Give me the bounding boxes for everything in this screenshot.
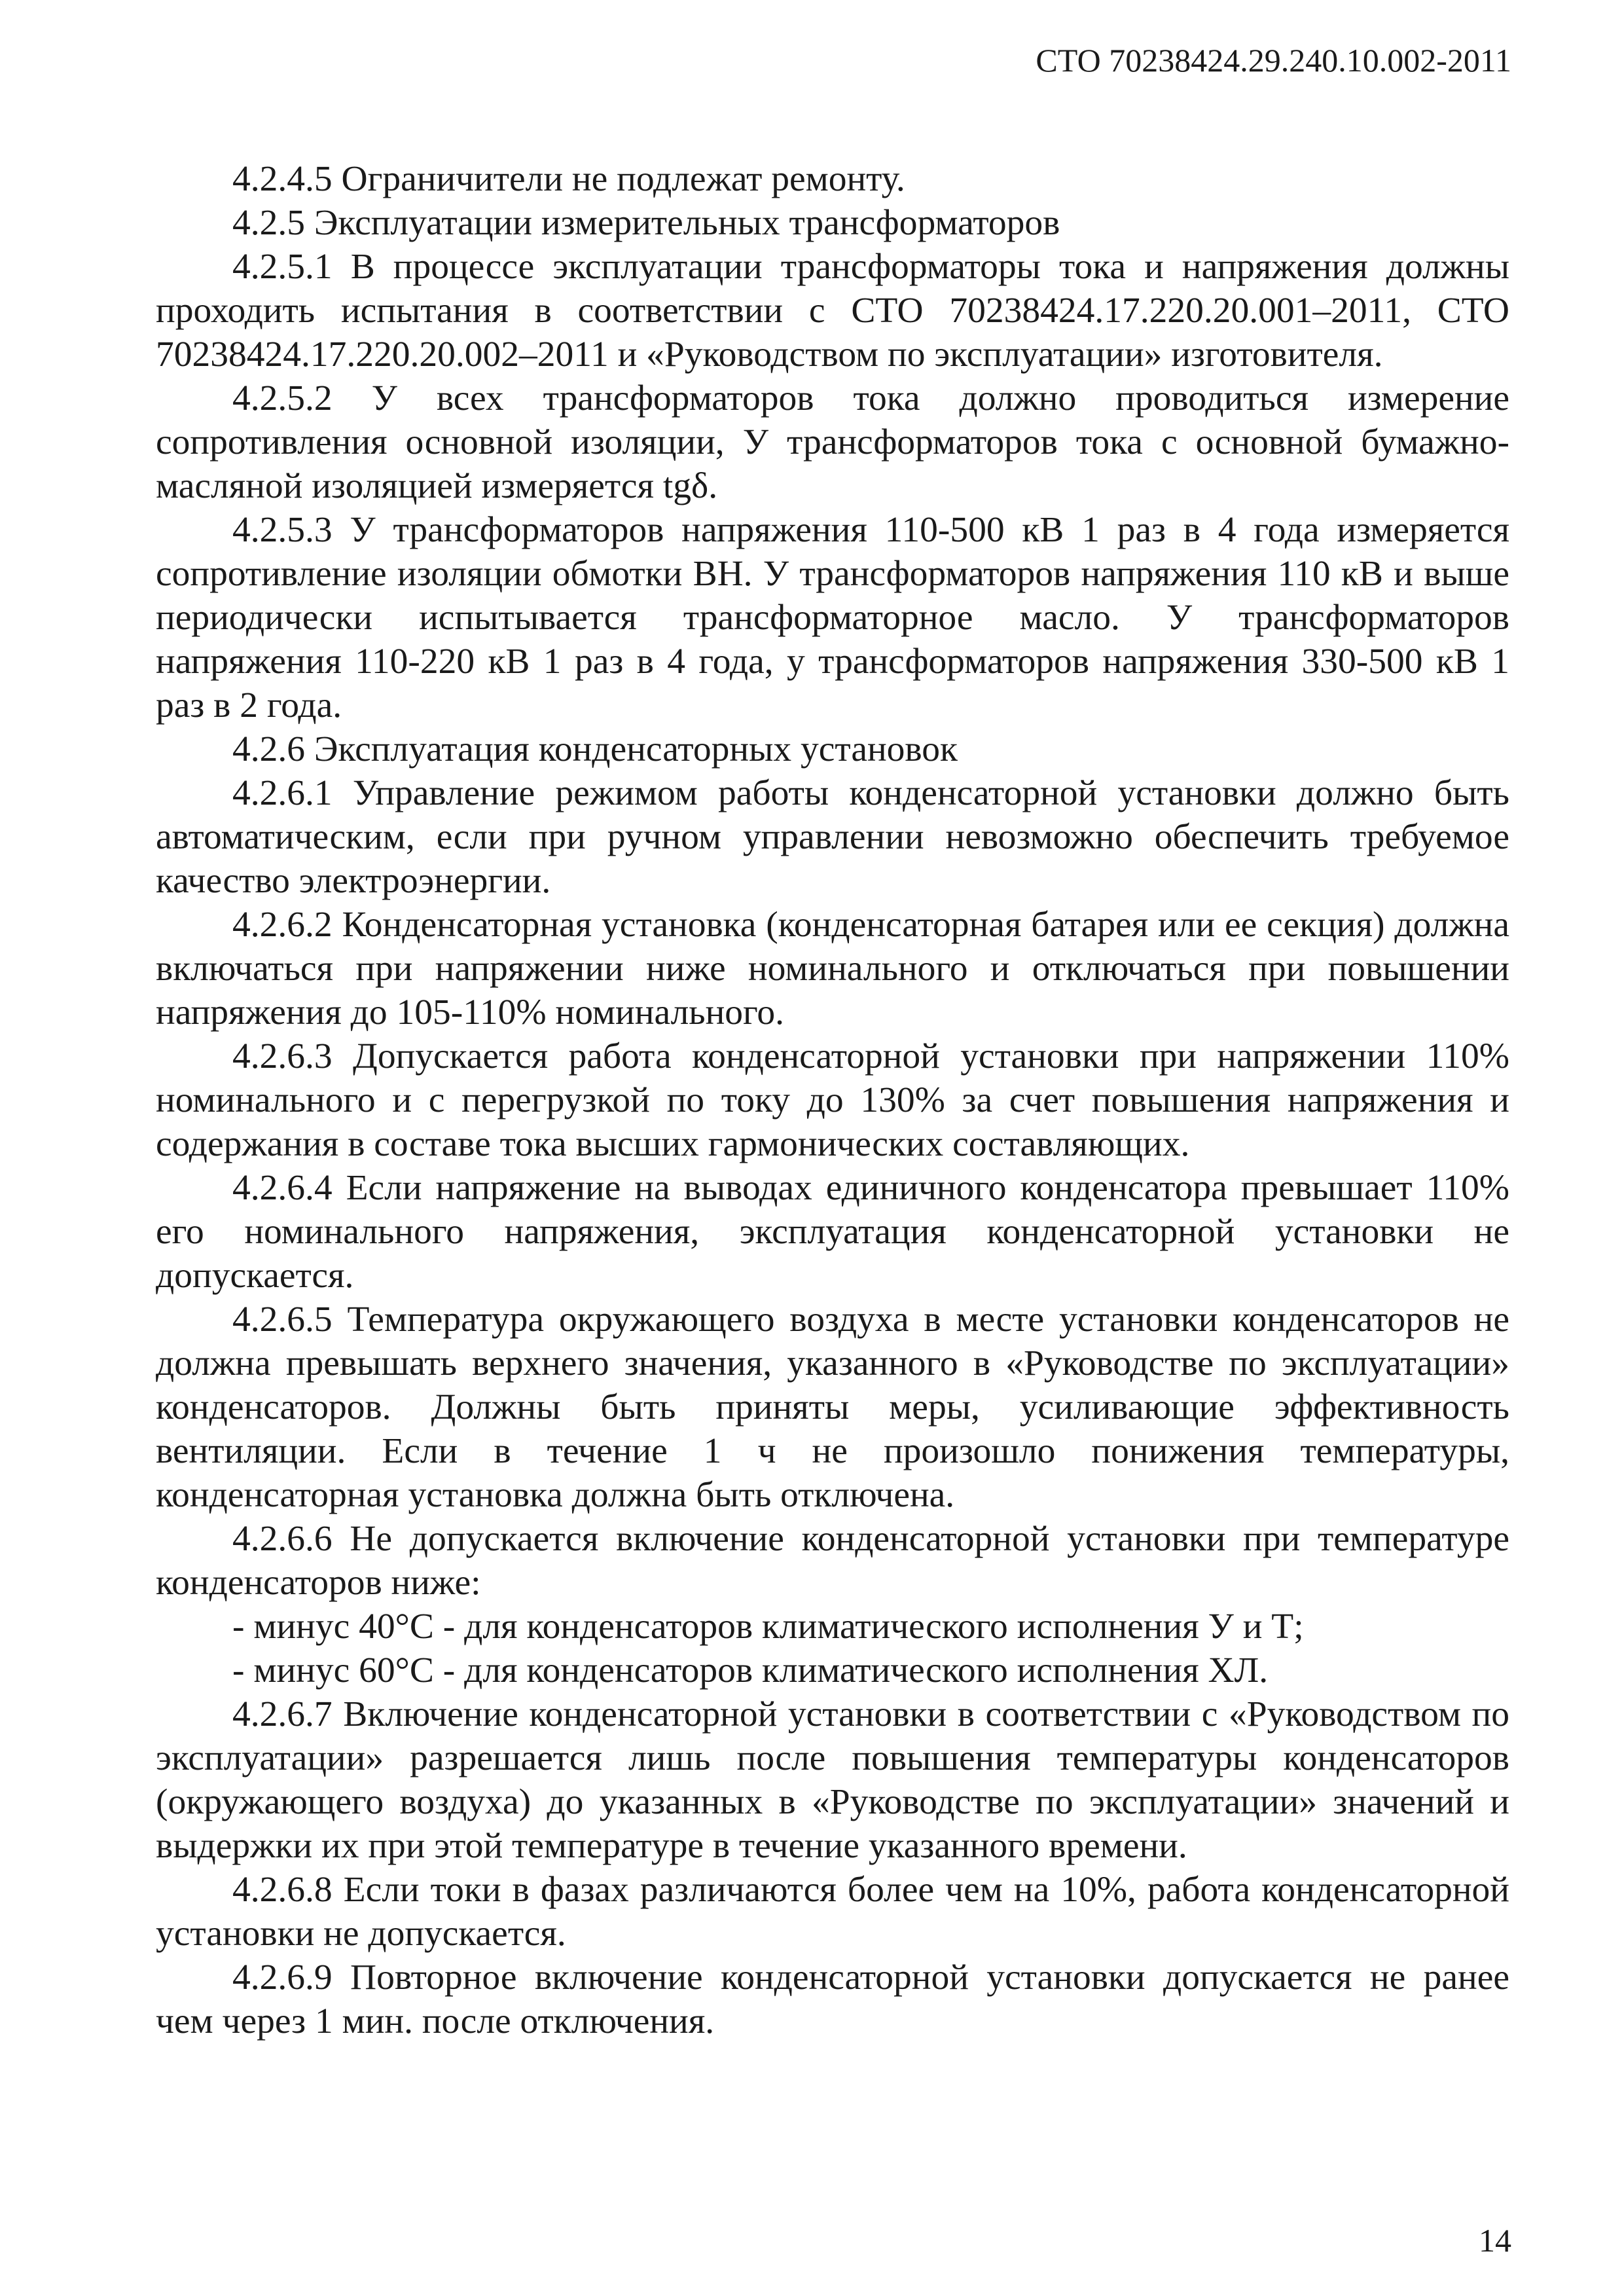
document-body <box>156 157 1509 2043</box>
paragraph-4-2-6-6: 4.2.6.6 Не допускается включение конденсаторной установки при температуре конденсаторов ниже: <box>156 1519 1509 1603</box>
paragraph-4-2-5-2: 4.2.5.2 У всех трансформаторов тока должно проводиться измерение сопротивления основной изоляции, У трансформаторов тока с основной бумажно-масляной изоляцией измеряется tgδ. <box>156 378 1509 506</box>
paragraph-4-2-6-4: 4.2.6.4 Если напряжение на выводах единичного конденсатора превышает 110% его номинального напряжения, эксплуатация конденсаторной установки не допускается. <box>156 1168 1509 1296</box>
section-heading-4-2-6: 4.2.6 Эксплуатация конденсаторных установок <box>232 729 958 769</box>
list-item-minus-60: - минус 60°С - для конденсаторов климатического исполнения ХЛ. <box>232 1650 1269 1690</box>
paragraph-4-2-6-9: 4.2.6.9 Повторное включение конденсаторной установки допускается не ранее чем через 1 мин. после отключения. <box>156 1958 1509 2041</box>
paragraph-4-2-6-5: 4.2.6.5 Температура окружающего воздуха в месте установки конденсаторов не должна превышать верхнего значения, указанного в «Руководстве по эксплуатации» конденсаторов. Должны быть приняты меры, усиливающие эффективность вентиляции. Если в течение 1 ч не произошло понижения температуры, конденсаторная установка должна быть отключена. <box>156 1300 1509 1515</box>
paragraph-4-2-5-3: 4.2.5.3 У трансформаторов напряжения 110-500 кВ 1 раз в 4 года измеряется сопротивление изоляции обмотки ВН. У трансформаторов напряжения 110 кВ и выше периодически испытывается трансформаторное масло. У трансформаторов напряжения 110-220 кВ 1 раз в 4 года, у трансформаторов напряжения 330-500 кВ 1 раз в 2 года. <box>156 510 1509 725</box>
page-number: 14 <box>1479 2222 1511 2259</box>
paragraph-4-2-4-5: 4.2.4.5 Ограничители не подлежат ремонту. <box>232 159 905 199</box>
paragraph-4-2-5-1: 4.2.5.1 В процессе эксплуатации трансформаторы тока и напряжения должны проходить испытания в соответствии с СТО 70238424.17.220.20.001–2011, СТО 70238424.17.220.20.002–2011 и «Руководством по эксплуатации» изготовителя. <box>156 247 1509 374</box>
paragraph-4-2-6-2: 4.2.6.2 Конденсаторная установка (конденсаторная батарея или ее секция) должна включаться при напряжении ниже номинального и отключаться при повышении напряжения до 105-110% номинального. <box>156 905 1509 1032</box>
paragraph-4-2-6-1: 4.2.6.1 Управление режимом работы конденсаторной установки должно быть автоматическим, если при ручном управлении невозможно обеспечить требуемое качество электроэнергии. <box>156 773 1509 901</box>
paragraph-4-2-6-8: 4.2.6.8 Если токи в фазах различаются более чем на 10%, работа конденсаторной установки не допускается. <box>156 1870 1509 1954</box>
paragraph-4-2-6-7: 4.2.6.7 Включение конденсаторной установки в соответствии с «Руководством по эксплуатации» разрешается лишь после повышения температуры конденсаторов (окружающего воздуха) до указанных в «Руководстве по эксплуатации» значений и выдержки их при этой температуре в течение указанного времени. <box>156 1694 1509 1866</box>
paragraph-4-2-6-3: 4.2.6.3 Допускается работа конденсаторной установки при напряжении 110% номинального и с перегрузкой по току до 130% за счет повышения напряжения и содержания в составе тока высших гармонических составляющих. <box>156 1036 1509 1164</box>
document-code-header: СТО 70238424.29.240.10.002-2011 <box>1036 42 1511 79</box>
list-item-minus-40: - минус 40°С - для конденсаторов климатического исполнения У и Т; <box>232 1607 1304 1647</box>
section-heading-4-2-5: 4.2.5 Эксплуатации измерительных трансформаторов <box>232 203 1060 243</box>
